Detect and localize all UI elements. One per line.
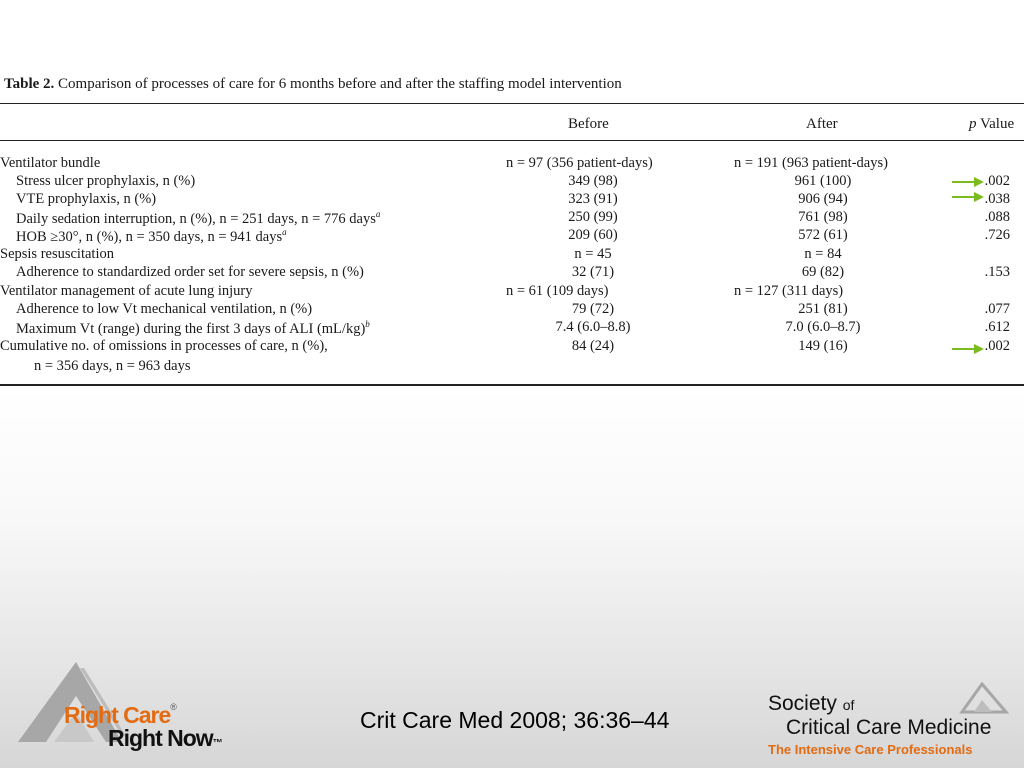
registered-mark: ® xyxy=(170,702,176,712)
row-label xyxy=(16,209,380,228)
table-header-rule xyxy=(0,140,1024,141)
row-before: n = 61 (109 days) xyxy=(506,283,609,299)
row-before: 84 (24) xyxy=(571,338,615,354)
table-top-rule xyxy=(0,103,1024,104)
sccm-name: Critical Care Medicine xyxy=(786,716,992,739)
row-after: 7.0 (6.0–8.7) xyxy=(785,319,861,335)
table-row xyxy=(0,227,1024,245)
footnote-marker: a xyxy=(375,209,381,219)
footnote-marker: b xyxy=(365,319,370,329)
row-after: 961 (100) xyxy=(794,173,852,189)
table-caption-text: Comparison of processes of care for 6 months before and after the staffing model intervention xyxy=(58,76,622,92)
row-after: 906 (94) xyxy=(798,191,848,207)
table-row xyxy=(0,358,1024,376)
row-after: 149 (16) xyxy=(798,338,848,354)
table-row xyxy=(0,283,1024,301)
row-after: 761 (98) xyxy=(798,209,848,225)
row-p-value: .088 xyxy=(984,209,1010,225)
table-bottom-rule xyxy=(0,384,1024,386)
p-value-word: Value xyxy=(979,116,1015,132)
row-after: n = 127 (311 days) xyxy=(734,283,844,299)
row-before: 32 (71) xyxy=(571,264,615,280)
column-header-after: After xyxy=(806,116,838,132)
citation: Crit Care Med 2008; 36:36–44 xyxy=(360,707,670,733)
trademark-mark: ™ xyxy=(212,738,222,749)
table-row xyxy=(0,155,1024,173)
footnote-marker: a xyxy=(282,227,287,237)
sccm-society-word: Society xyxy=(768,692,837,715)
row-before: 79 (72) xyxy=(571,301,615,317)
arrow-right-icon xyxy=(952,176,984,188)
row-after: 251 (81) xyxy=(798,301,848,317)
arrow-right-icon xyxy=(952,343,984,355)
sccm-of: of xyxy=(842,697,855,713)
row-label: Ventilator bundle xyxy=(0,155,101,171)
row-p-value: .726 xyxy=(984,227,1010,243)
row-label: Stress ulcer prophylaxis, n (%) xyxy=(16,173,196,189)
row-label-text: Daily sedation interruption, n (%), n = 251 days, n = 776 days xyxy=(16,210,376,227)
table-row xyxy=(0,246,1024,264)
row-label: n = 356 days, n = 963 days xyxy=(34,358,191,374)
row-after: 69 (82) xyxy=(801,264,845,280)
sccm-tagline: The Intensive Care Professionals xyxy=(768,742,973,757)
column-header-before: Before xyxy=(568,116,609,132)
table-row xyxy=(0,173,1024,191)
row-before: 209 (60) xyxy=(568,227,618,243)
row-before: n = 97 (356 patient-days) xyxy=(506,155,653,171)
row-label: VTE prophylaxis, n (%) xyxy=(16,191,157,207)
right-now-text xyxy=(108,725,222,752)
table-row xyxy=(0,338,1024,356)
row-after: n = 84 xyxy=(804,246,842,262)
table-row xyxy=(0,264,1024,282)
row-label: Sepsis resuscitation xyxy=(0,246,114,262)
row-p-value: .038 xyxy=(984,191,1010,207)
row-label xyxy=(16,319,370,338)
arrow-right-icon xyxy=(952,191,984,203)
row-label: Adherence to low Vt mechanical ventilation, n (%) xyxy=(16,301,313,317)
row-label xyxy=(16,227,287,246)
sccm-logo-icon xyxy=(958,682,1010,716)
row-p-value: .612 xyxy=(984,319,1010,335)
p-italic: p xyxy=(969,116,977,132)
row-after: n = 191 (963 patient-days) xyxy=(734,155,888,171)
table-row xyxy=(0,301,1024,319)
table-caption-label: Table 2. xyxy=(4,76,55,92)
right-care-line1: Right Care xyxy=(64,702,171,728)
row-label-text: Maximum Vt (range) during the first 3 days of ALI (mL/kg) xyxy=(16,320,366,337)
row-before: 250 (99) xyxy=(568,209,618,225)
row-p-value: .002 xyxy=(984,173,1010,189)
row-label-text: HOB ≥30°, n (%), n = 350 days, n = 941 days xyxy=(16,228,283,245)
table-row xyxy=(0,319,1024,337)
row-label: Cumulative no. of omissions in processes of care, n (%), xyxy=(0,338,328,354)
table-caption xyxy=(4,76,622,93)
row-label: Adherence to standardized order set for severe sepsis, n (%) xyxy=(16,264,364,280)
row-after: 572 (61) xyxy=(798,227,848,243)
row-before: 349 (98) xyxy=(568,173,618,189)
row-label: Ventilator management of acute lung injury xyxy=(0,283,253,299)
row-before: n = 45 xyxy=(574,246,612,262)
right-care-line2: Right Now xyxy=(108,725,213,751)
row-p-value: .153 xyxy=(984,264,1010,280)
row-p-value: .002 xyxy=(984,338,1010,354)
table-row xyxy=(0,209,1024,227)
row-before: 7.4 (6.0–8.8) xyxy=(555,319,631,335)
sccm-society xyxy=(768,692,854,716)
row-before: 323 (91) xyxy=(568,191,618,207)
row-p-value: .077 xyxy=(984,301,1010,317)
column-header-p-value xyxy=(969,116,1014,133)
table-row xyxy=(0,191,1024,209)
